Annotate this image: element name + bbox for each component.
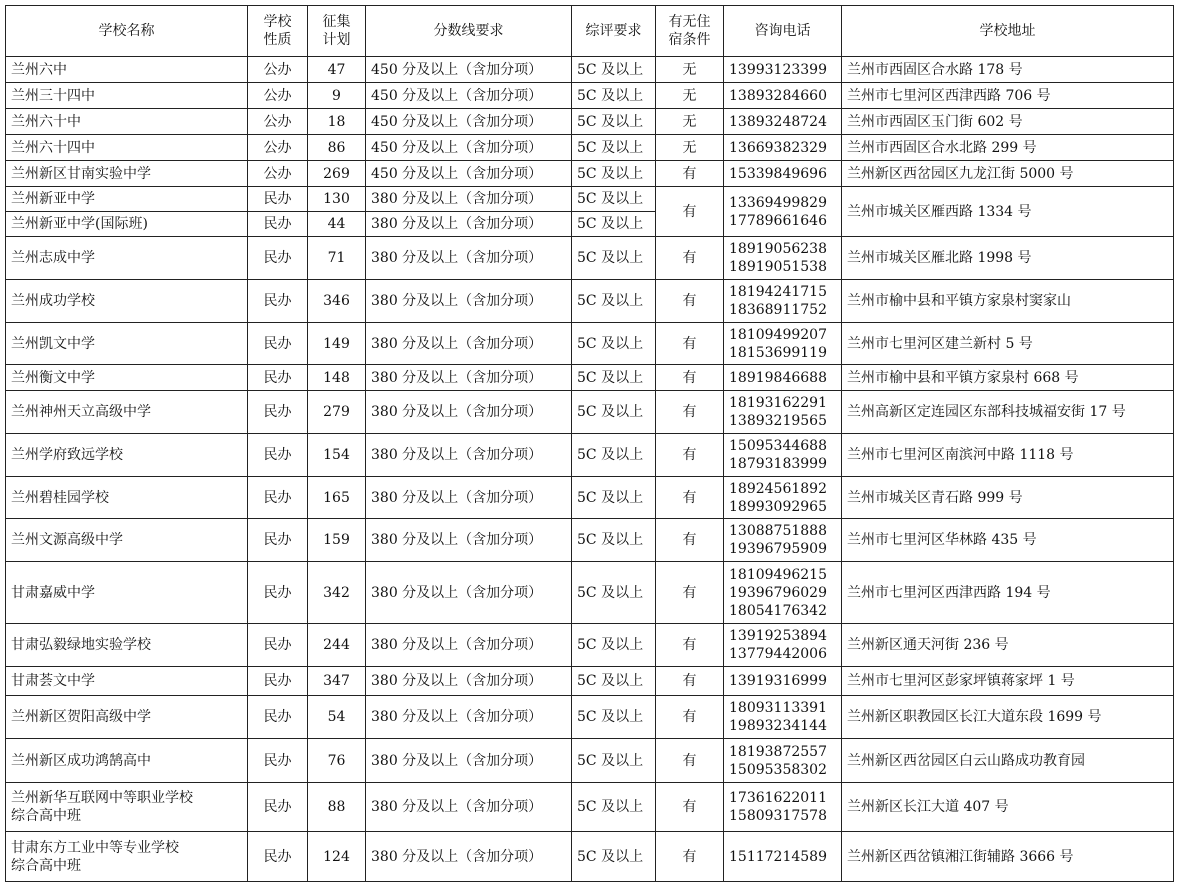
school-name-cell: 兰州学府致远学校 [6, 434, 248, 477]
address-cell: 兰州市七里河区彭家坪镇蒋家坪 1 号 [842, 667, 1174, 696]
table-row [6, 83, 1174, 109]
school-name-cell: 甘肃东方工业中等专业学校 综合高中班 [6, 832, 248, 882]
school-type-cell: 民办 [248, 739, 308, 783]
phone-cell: 18919846688 [724, 365, 842, 391]
school-type-cell: 民办 [248, 562, 308, 624]
evaluation-requirement-cell: 5C 及以上 [572, 624, 656, 667]
header-address: 学校地址 [842, 6, 1174, 57]
phone-cell: 15339849696 [724, 161, 842, 187]
quota-cell: 88 [308, 783, 366, 832]
score-requirement-cell: 380 分及以上（含加分项） [366, 477, 572, 519]
evaluation-requirement-cell: 5C 及以上 [572, 161, 656, 187]
address-cell: 兰州市榆中县和平镇方家泉村窦家山 [842, 280, 1174, 323]
phone-cell: 18193872557 15095358302 [724, 739, 842, 783]
school-name-cell: 甘肃弘毅绿地实验学校 [6, 624, 248, 667]
score-requirement-cell: 380 分及以上（含加分项） [366, 667, 572, 696]
score-requirement-cell: 380 分及以上（含加分项） [366, 624, 572, 667]
school-type-cell: 民办 [248, 832, 308, 882]
header-score-requirement: 分数线要求 [366, 6, 572, 57]
school-name-cell: 甘肃荟文中学 [6, 667, 248, 696]
school-name-cell: 兰州新区贺阳高级中学 [6, 696, 248, 739]
dormitory-cell: 无 [656, 135, 724, 161]
school-type-cell: 民办 [248, 323, 308, 365]
dormitory-cell: 有 [656, 365, 724, 391]
address-cell: 兰州市七里河区西津西路 706 号 [842, 83, 1174, 109]
school-type-cell: 民办 [248, 477, 308, 519]
quota-cell: 130 [308, 187, 366, 212]
dormitory-cell: 有 [656, 280, 724, 323]
quota-cell: 244 [308, 624, 366, 667]
header-row [6, 6, 1174, 57]
evaluation-requirement-cell: 5C 及以上 [572, 832, 656, 882]
school-name-cell: 兰州神州天立高级中学 [6, 391, 248, 434]
table-row [6, 477, 1174, 519]
address-cell: 兰州市西固区合水路 178 号 [842, 57, 1174, 83]
phone-cell: 17361622011 15809317578 [724, 783, 842, 832]
evaluation-requirement-cell: 5C 及以上 [572, 323, 656, 365]
phone-cell: 13993123399 [724, 57, 842, 83]
table-row [6, 280, 1174, 323]
evaluation-requirement-cell: 5C 及以上 [572, 696, 656, 739]
dormitory-cell: 有 [656, 161, 724, 187]
dormitory-cell: 有 [656, 477, 724, 519]
phone-cell: 18193162291 13893219565 [724, 391, 842, 434]
school-name-cell: 兰州志成中学 [6, 237, 248, 280]
quota-cell: 71 [308, 237, 366, 280]
school-type-cell: 公办 [248, 161, 308, 187]
quota-cell: 54 [308, 696, 366, 739]
quota-cell: 76 [308, 739, 366, 783]
evaluation-requirement-cell: 5C 及以上 [572, 135, 656, 161]
phone-cell: 18109496215 19396796029 18054176342 [724, 562, 842, 624]
school-type-cell: 民办 [248, 624, 308, 667]
quota-cell: 47 [308, 57, 366, 83]
table-row [6, 109, 1174, 135]
dormitory-cell: 有 [656, 519, 724, 562]
phone-cell: 18194241715 18368911752 [724, 280, 842, 323]
school-name-cell: 兰州碧桂园学校 [6, 477, 248, 519]
dormitory-cell: 有 [656, 739, 724, 783]
dormitory-cell: 无 [656, 109, 724, 135]
phone-cell: 13919253894 13779442006 [724, 624, 842, 667]
phone-cell: 13669382329 [724, 135, 842, 161]
phone-cell: 13088751888 19396795909 [724, 519, 842, 562]
address-cell: 兰州市西固区玉门街 602 号 [842, 109, 1174, 135]
quota-cell: 18 [308, 109, 366, 135]
school-admission-table [5, 5, 1174, 882]
quota-cell: 159 [308, 519, 366, 562]
school-name-cell: 兰州新区成功鸿鹄高中 [6, 739, 248, 783]
address-cell: 兰州市七里河区建兰新村 5 号 [842, 323, 1174, 365]
evaluation-requirement-cell: 5C 及以上 [572, 519, 656, 562]
phone-cell: 13369499829 17789661646 [724, 187, 842, 237]
school-name-cell: 甘肃嘉威中学 [6, 562, 248, 624]
score-requirement-cell: 450 分及以上（含加分项） [366, 135, 572, 161]
phone-cell: 15095344688 18793183999 [724, 434, 842, 477]
score-requirement-cell: 380 分及以上（含加分项） [366, 323, 572, 365]
address-cell: 兰州市城关区青石路 999 号 [842, 477, 1174, 519]
score-requirement-cell: 380 分及以上（含加分项） [366, 237, 572, 280]
address-cell: 兰州新区职教园区长江大道东段 1699 号 [842, 696, 1174, 739]
dormitory-cell: 有 [656, 832, 724, 882]
quota-cell: 154 [308, 434, 366, 477]
evaluation-requirement-cell: 5C 及以上 [572, 783, 656, 832]
dormitory-cell: 有 [656, 667, 724, 696]
dormitory-cell: 无 [656, 83, 724, 109]
school-type-cell: 民办 [248, 696, 308, 739]
header-school-type: 学校 性质 [248, 6, 308, 57]
evaluation-requirement-cell: 5C 及以上 [572, 280, 656, 323]
table-row [6, 187, 1174, 212]
address-cell: 兰州市城关区雁北路 1998 号 [842, 237, 1174, 280]
score-requirement-cell: 380 分及以上（含加分项） [366, 391, 572, 434]
evaluation-requirement-cell: 5C 及以上 [572, 109, 656, 135]
table-row [6, 237, 1174, 280]
quota-cell: 9 [308, 83, 366, 109]
dormitory-cell: 有 [656, 562, 724, 624]
table-row [6, 161, 1174, 187]
phone-cell: 13919316999 [724, 667, 842, 696]
school-type-cell: 公办 [248, 109, 308, 135]
table-row [6, 696, 1174, 739]
score-requirement-cell: 380 分及以上（含加分项） [366, 212, 572, 237]
evaluation-requirement-cell: 5C 及以上 [572, 739, 656, 783]
quota-cell: 165 [308, 477, 366, 519]
school-name-cell: 兰州新区甘南实验中学 [6, 161, 248, 187]
quota-cell: 86 [308, 135, 366, 161]
evaluation-requirement-cell: 5C 及以上 [572, 237, 656, 280]
school-type-cell: 民办 [248, 783, 308, 832]
school-name-cell: 兰州成功学校 [6, 280, 248, 323]
evaluation-requirement-cell: 5C 及以上 [572, 212, 656, 237]
table-row [6, 57, 1174, 83]
phone-cell: 15117214589 [724, 832, 842, 882]
school-type-cell: 公办 [248, 83, 308, 109]
header-dormitory: 有无住 宿条件 [656, 6, 724, 57]
evaluation-requirement-cell: 5C 及以上 [572, 187, 656, 212]
address-cell: 兰州新区长江大道 407 号 [842, 783, 1174, 832]
phone-cell: 18093113391 19893234144 [724, 696, 842, 739]
address-cell: 兰州高新区定连园区东部科技城福安街 17 号 [842, 391, 1174, 434]
table-row [6, 434, 1174, 477]
school-type-cell: 公办 [248, 57, 308, 83]
evaluation-requirement-cell: 5C 及以上 [572, 391, 656, 434]
school-name-cell: 兰州衡文中学 [6, 365, 248, 391]
score-requirement-cell: 380 分及以上（含加分项） [366, 434, 572, 477]
score-requirement-cell: 450 分及以上（含加分项） [366, 109, 572, 135]
quota-cell: 149 [308, 323, 366, 365]
score-requirement-cell: 380 分及以上（含加分项） [366, 696, 572, 739]
table-row [6, 667, 1174, 696]
school-type-cell: 民办 [248, 237, 308, 280]
dormitory-cell: 有 [656, 624, 724, 667]
phone-cell: 13893284660 [724, 83, 842, 109]
score-requirement-cell: 380 分及以上（含加分项） [366, 187, 572, 212]
dormitory-cell: 无 [656, 57, 724, 83]
evaluation-requirement-cell: 5C 及以上 [572, 365, 656, 391]
evaluation-requirement-cell: 5C 及以上 [572, 83, 656, 109]
school-name-cell: 兰州文源高级中学 [6, 519, 248, 562]
school-type-cell: 民办 [248, 280, 308, 323]
school-type-cell: 民办 [248, 212, 308, 237]
table-row [6, 832, 1174, 882]
evaluation-requirement-cell: 5C 及以上 [572, 667, 656, 696]
table-row [6, 519, 1174, 562]
dormitory-cell: 有 [656, 323, 724, 365]
evaluation-requirement-cell: 5C 及以上 [572, 477, 656, 519]
header-evaluation-requirement: 综评要求 [572, 6, 656, 57]
address-cell: 兰州市七里河区华林路 435 号 [842, 519, 1174, 562]
table-row [6, 391, 1174, 434]
dormitory-cell: 有 [656, 391, 724, 434]
quota-cell: 347 [308, 667, 366, 696]
evaluation-requirement-cell: 5C 及以上 [572, 434, 656, 477]
header-phone: 咨询电话 [724, 6, 842, 57]
school-type-cell: 民办 [248, 667, 308, 696]
school-type-cell: 民办 [248, 365, 308, 391]
dormitory-cell: 有 [656, 696, 724, 739]
evaluation-requirement-cell: 5C 及以上 [572, 57, 656, 83]
evaluation-requirement-cell: 5C 及以上 [572, 562, 656, 624]
table-row [6, 562, 1174, 624]
phone-cell: 18109499207 18153699119 [724, 323, 842, 365]
score-requirement-cell: 450 分及以上（含加分项） [366, 83, 572, 109]
header-quota: 征集 计划 [308, 6, 366, 57]
school-type-cell: 民办 [248, 391, 308, 434]
school-type-cell: 民办 [248, 187, 308, 212]
dormitory-cell: 有 [656, 434, 724, 477]
address-cell: 兰州市西固区合水北路 299 号 [842, 135, 1174, 161]
quota-cell: 279 [308, 391, 366, 434]
quota-cell: 44 [308, 212, 366, 237]
school-type-cell: 民办 [248, 434, 308, 477]
address-cell: 兰州新区西岔园区九龙江街 5000 号 [842, 161, 1174, 187]
dormitory-cell: 有 [656, 187, 724, 237]
table-row [6, 739, 1174, 783]
address-cell: 兰州新区西岔园区白云山路成功教育园 [842, 739, 1174, 783]
score-requirement-cell: 380 分及以上（含加分项） [366, 562, 572, 624]
table-row [6, 624, 1174, 667]
score-requirement-cell: 380 分及以上（含加分项） [366, 832, 572, 882]
school-name-cell: 兰州六中 [6, 57, 248, 83]
quota-cell: 124 [308, 832, 366, 882]
table-row [6, 365, 1174, 391]
quota-cell: 269 [308, 161, 366, 187]
table-row [6, 135, 1174, 161]
score-requirement-cell: 380 分及以上（含加分项） [366, 365, 572, 391]
quota-cell: 346 [308, 280, 366, 323]
phone-cell: 18924561892 18993092965 [724, 477, 842, 519]
score-requirement-cell: 380 分及以上（含加分项） [366, 783, 572, 832]
school-type-cell: 公办 [248, 135, 308, 161]
score-requirement-cell: 380 分及以上（含加分项） [366, 280, 572, 323]
school-name-cell: 兰州六十四中 [6, 135, 248, 161]
score-requirement-cell: 450 分及以上（含加分项） [366, 57, 572, 83]
address-cell: 兰州市七里河区西津西路 194 号 [842, 562, 1174, 624]
school-name-cell: 兰州新亚中学 [6, 187, 248, 212]
address-cell: 兰州新区西岔镇湘江街辅路 3666 号 [842, 832, 1174, 882]
phone-cell: 13893248724 [724, 109, 842, 135]
school-type-cell: 民办 [248, 519, 308, 562]
dormitory-cell: 有 [656, 237, 724, 280]
score-requirement-cell: 450 分及以上（含加分项） [366, 161, 572, 187]
school-name-cell: 兰州三十四中 [6, 83, 248, 109]
address-cell: 兰州市榆中县和平镇方家泉村 668 号 [842, 365, 1174, 391]
address-cell: 兰州市城关区雁西路 1334 号 [842, 187, 1174, 237]
school-name-cell: 兰州新亚中学(国际班) [6, 212, 248, 237]
quota-cell: 148 [308, 365, 366, 391]
dormitory-cell: 有 [656, 783, 724, 832]
header-school-name: 学校名称 [6, 6, 248, 57]
school-name-cell: 兰州新华互联网中等职业学校 综合高中班 [6, 783, 248, 832]
score-requirement-cell: 380 分及以上（含加分项） [366, 739, 572, 783]
quota-cell: 342 [308, 562, 366, 624]
phone-cell: 18919056238 18919051538 [724, 237, 842, 280]
school-name-cell: 兰州六十中 [6, 109, 248, 135]
table-row [6, 783, 1174, 832]
school-name-cell: 兰州凯文中学 [6, 323, 248, 365]
score-requirement-cell: 380 分及以上（含加分项） [366, 519, 572, 562]
address-cell: 兰州新区通天河街 236 号 [842, 624, 1174, 667]
table-row [6, 323, 1174, 365]
address-cell: 兰州市七里河区南滨河中路 1118 号 [842, 434, 1174, 477]
